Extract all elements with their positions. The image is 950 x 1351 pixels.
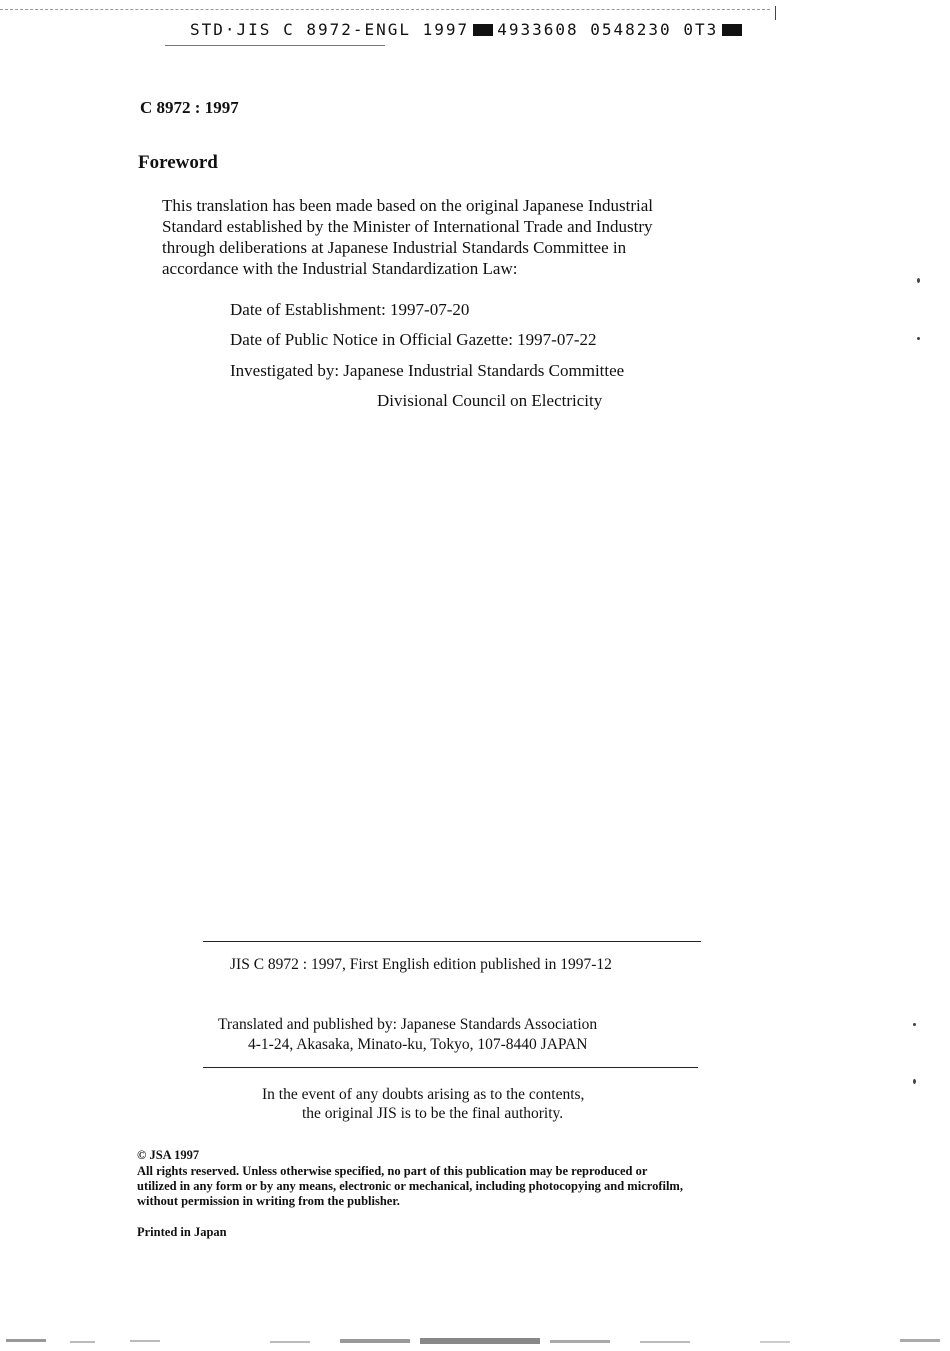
rights-line: utilized in any form or by any means, electronic or mechanical, including photocopying and microfilm, bbox=[137, 1179, 683, 1193]
publisher-bottom-rule bbox=[203, 1067, 698, 1068]
document-number: C 8972 : 1997 bbox=[140, 98, 239, 117]
copyright-notice: © JSA 1997 bbox=[137, 1148, 200, 1162]
scan-speck bbox=[917, 337, 920, 340]
header-code-left: STD·JIS C 8972-ENGL 1997 bbox=[190, 20, 470, 39]
foreword-intro bbox=[162, 195, 782, 279]
scan-speck bbox=[917, 278, 920, 283]
scan-speck bbox=[913, 1023, 916, 1026]
header-block-mark-end bbox=[722, 24, 742, 36]
edition-top-rule bbox=[203, 941, 701, 942]
header-rule bbox=[165, 45, 385, 46]
scan-corner-mark bbox=[775, 6, 776, 20]
intro-line: Standard established by the Minister of International Trade and Industry bbox=[162, 217, 653, 236]
scan-speck bbox=[913, 1079, 916, 1084]
document-header-code bbox=[190, 20, 746, 39]
edition-statement: JIS C 8972 : 1997, First English edition published in 1997-12 bbox=[230, 956, 612, 973]
header-block-mark bbox=[473, 24, 493, 36]
intro-line: accordance with the Industrial Standardization Law: bbox=[162, 259, 518, 278]
header-code-right: 4933608 0548230 0T3 bbox=[497, 20, 719, 39]
publisher-line: Translated and published by: Japanese Standards Association bbox=[218, 1016, 598, 1033]
divisional-council: Divisional Council on Electricity bbox=[377, 391, 603, 410]
public-notice-date: Date of Public Notice in Official Gazette: 1997-07-22 bbox=[230, 330, 597, 349]
authority-note-line: In the event of any doubts arising as to the contents, bbox=[262, 1086, 585, 1103]
rights-line: without permission in writing from the publisher. bbox=[137, 1194, 400, 1208]
authority-note-line: the original JIS is to be the final authority. bbox=[302, 1105, 564, 1122]
investigated-by: Investigated by: Japanese Industrial Standards Committee bbox=[230, 361, 625, 380]
publisher-address: 4-1-24, Akasaka, Minato-ku, Tokyo, 107-8440 JAPAN bbox=[248, 1036, 588, 1053]
intro-line: through deliberations at Japanese Industrial Standards Committee in bbox=[162, 238, 627, 257]
establishment-date: Date of Establishment: 1997-07-20 bbox=[230, 300, 470, 319]
scan-top-rule bbox=[0, 9, 770, 10]
foreword-title: Foreword bbox=[138, 152, 218, 173]
intro-line: This translation has been made based on the original Japanese Industrial bbox=[162, 196, 653, 215]
scan-noise-strip bbox=[0, 1333, 950, 1347]
rights-line: All rights reserved. Unless otherwise specified, no part of this publication may be reproduced or bbox=[137, 1164, 648, 1178]
rights-statement bbox=[137, 1164, 837, 1209]
printed-in: Printed in Japan bbox=[137, 1225, 227, 1239]
